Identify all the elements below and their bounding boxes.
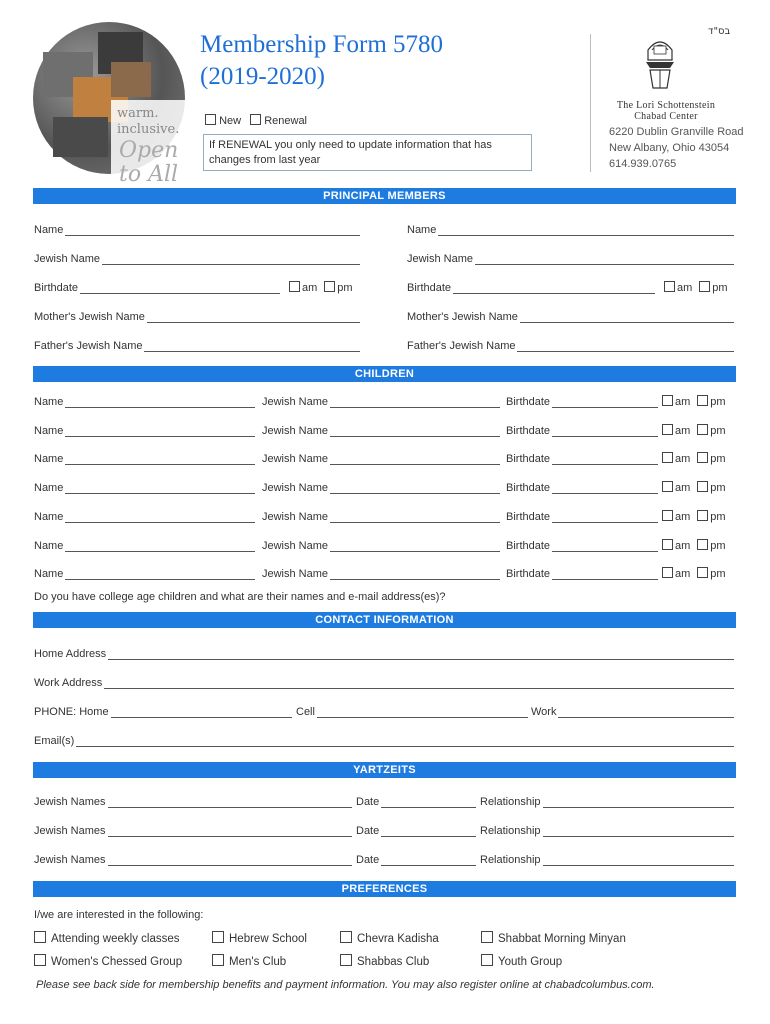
field-label: Name <box>34 453 64 466</box>
field-label: Email(s) <box>34 735 75 747</box>
org-address: 6220 Dublin Granville Road <box>609 126 744 138</box>
am-checkbox[interactable] <box>662 539 673 550</box>
am-checkbox[interactable] <box>662 481 673 492</box>
field-label: Mother's Jewish Name <box>407 311 518 323</box>
field-label: Father's Jewish Name <box>407 340 516 352</box>
field-label: Cell <box>296 706 315 718</box>
pm-checkbox[interactable] <box>699 281 710 292</box>
home-phone-field[interactable] <box>34 706 292 718</box>
yartzeit-date-field[interactable] <box>356 796 476 808</box>
am-checkbox[interactable] <box>662 395 673 406</box>
child-name-field[interactable] <box>34 511 255 523</box>
am-checkbox[interactable] <box>289 281 300 292</box>
yartzeit-relationship-field[interactable] <box>480 796 734 808</box>
pm-checkbox[interactable] <box>697 395 708 406</box>
field-label: Jewish Names <box>34 825 106 837</box>
field-label: Date <box>356 796 380 808</box>
child-ampm <box>662 452 726 465</box>
field-label: Birthdate <box>506 568 551 581</box>
child-name-field[interactable] <box>34 453 255 465</box>
pm-label: pm <box>710 396 726 408</box>
renewal-label: Renewal <box>264 115 308 127</box>
principal1-mothers-jewish-name-field[interactable] <box>34 311 360 323</box>
pref-label: Chevra Kadisha <box>357 933 439 945</box>
field-label: Name <box>34 424 64 437</box>
child-name-field[interactable] <box>34 482 255 494</box>
am-label: am <box>677 282 693 294</box>
principal1-jewish-name-field[interactable] <box>34 253 360 265</box>
child-birthdate-field[interactable] <box>506 425 658 437</box>
interested-label: I/we are interested in the following: <box>34 909 204 921</box>
divider <box>590 34 591 172</box>
field-label: Jewish Name <box>262 424 329 437</box>
field-label: Date <box>356 825 380 837</box>
work-phone-field[interactable] <box>531 706 734 718</box>
field-label: Birthdate <box>506 510 551 523</box>
checkbox[interactable] <box>481 954 493 966</box>
pref-shabbas-club[interactable] <box>340 954 429 968</box>
pref-weekly-classes[interactable] <box>34 931 179 945</box>
field-label: Name <box>407 224 437 236</box>
field-label: Birthdate <box>34 282 79 294</box>
checkbox[interactable] <box>34 931 46 943</box>
org-city: New Albany, Ohio 43054 <box>609 142 730 154</box>
brand-text: warm. <box>117 106 159 121</box>
pref-hebrew-school[interactable] <box>212 931 307 945</box>
field-label: Jewish Name <box>262 453 329 466</box>
field-label: Name <box>34 568 64 581</box>
pm-checkbox[interactable] <box>324 281 335 292</box>
checkbox[interactable] <box>340 931 352 943</box>
child-birthdate-field[interactable] <box>506 482 658 494</box>
section-yartzeits: YARTZEITS <box>33 762 736 778</box>
section-contact-information: CONTACT INFORMATION <box>33 612 736 628</box>
am-checkbox[interactable] <box>664 281 675 292</box>
child-jewish-name-field[interactable] <box>262 396 500 408</box>
principal1-fathers-jewish-name-field[interactable] <box>34 340 360 352</box>
pref-label: Women's Chessed Group <box>51 956 183 968</box>
pm-label: pm <box>710 539 726 552</box>
field-label: Jewish Name <box>34 253 101 265</box>
child-jewish-name-field[interactable] <box>262 511 500 523</box>
field-label: Work Address <box>34 677 103 689</box>
field-label: Birthdate <box>407 282 452 294</box>
pref-mens-club[interactable] <box>212 954 286 968</box>
pref-label: Hebrew School <box>229 933 307 945</box>
pm-label: pm <box>712 282 728 294</box>
principal2-mothers-jewish-name-field[interactable] <box>407 311 734 323</box>
yartzeit-date-field[interactable] <box>356 854 476 866</box>
yartzeit-jewish-names-field[interactable] <box>34 854 352 866</box>
field-label: Home Address <box>34 648 107 660</box>
principal2-jewish-name-field[interactable] <box>407 253 734 265</box>
am-label: am <box>675 539 691 552</box>
child-jewish-name-field[interactable] <box>262 425 500 437</box>
am-label: am <box>675 510 691 523</box>
pm-checkbox[interactable] <box>697 452 708 463</box>
pm-checkbox[interactable] <box>697 567 708 578</box>
home-address-field[interactable] <box>34 648 734 660</box>
field-label: Name <box>34 510 64 523</box>
am-label: am <box>675 424 691 437</box>
pref-chevra-kadisha[interactable] <box>340 931 439 945</box>
brand-text: to All <box>119 162 179 187</box>
field-label: Name <box>34 539 64 552</box>
child-name-field[interactable] <box>34 396 255 408</box>
child-jewish-name-field[interactable] <box>262 540 500 552</box>
brand-text: inclusive. <box>117 122 180 137</box>
checkbox[interactable] <box>481 931 493 943</box>
principal2-name-field[interactable] <box>407 224 734 236</box>
org-name: The Lori Schottenstein <box>616 100 716 111</box>
yartzeit-relationship-field[interactable] <box>480 854 734 866</box>
field-label: Birthdate <box>506 396 551 408</box>
child-birthdate-field[interactable] <box>506 453 658 465</box>
yartzeit-date-field[interactable] <box>356 825 476 837</box>
field-label: Birthdate <box>506 424 551 437</box>
child-name-field[interactable] <box>34 540 255 552</box>
yartzeit-jewish-names-field[interactable] <box>34 796 352 808</box>
am-checkbox[interactable] <box>662 424 673 435</box>
pm-label: pm <box>710 453 726 466</box>
renewal-note: If RENEWAL you only need to update information that has changes from last year <box>203 134 532 171</box>
pref-womens-chessed[interactable] <box>34 954 182 968</box>
field-label: Name <box>34 224 64 236</box>
field-label: Relationship <box>480 796 541 808</box>
checkbox[interactable] <box>340 954 352 966</box>
pref-shabbat-minyan[interactable] <box>481 931 626 945</box>
renewal-checkbox[interactable] <box>250 114 261 125</box>
membership-type <box>205 114 313 127</box>
emails-field[interactable] <box>34 735 734 747</box>
field-label: Name <box>34 482 64 495</box>
org-name: Chabad Center <box>634 111 698 122</box>
pref-youth-group[interactable] <box>481 954 562 968</box>
section-children: CHILDREN <box>33 366 736 382</box>
form-year: (2019-2020) <box>200 63 325 90</box>
photo-collage <box>33 22 185 187</box>
am-checkbox[interactable] <box>662 567 673 578</box>
field-label: Birthdate <box>506 539 551 552</box>
field-label: Jewish Name <box>262 510 329 523</box>
section-principal-members: PRINCIPAL MEMBERS <box>33 188 736 204</box>
section-preferences: PREFERENCES <box>33 881 736 897</box>
am-checkbox[interactable] <box>662 452 673 463</box>
child-birthdate-field[interactable] <box>506 511 658 523</box>
am-label: am <box>675 396 691 408</box>
field-label: Birthdate <box>506 453 551 466</box>
brand-text: Open <box>119 138 179 163</box>
pm-checkbox[interactable] <box>697 481 708 492</box>
checkbox[interactable] <box>212 954 224 966</box>
footer-note: Please see back side for membership benefits and payment information. You may also register online at chabadcolumbus.com. <box>36 979 655 991</box>
principal2-ampm <box>664 281 728 294</box>
principal1-ampm <box>289 281 353 294</box>
field-label: Jewish Name <box>262 568 329 581</box>
child-ampm <box>662 539 726 552</box>
yartzeit-jewish-names-field[interactable] <box>34 825 352 837</box>
am-checkbox[interactable] <box>662 510 673 521</box>
pm-checkbox[interactable] <box>697 510 708 521</box>
pm-checkbox[interactable] <box>697 539 708 550</box>
pref-label: Men's Club <box>229 956 287 968</box>
am-label: am <box>675 453 691 466</box>
new-label: New <box>219 115 242 127</box>
pm-label: pm <box>337 282 353 294</box>
field-label: Jewish Name <box>262 396 329 408</box>
field-label: Jewish Name <box>407 253 474 265</box>
field-label: Jewish Names <box>34 796 106 808</box>
pref-label: Attending weekly classes <box>51 933 180 945</box>
child-name-field[interactable] <box>34 568 255 580</box>
field-label: Jewish Name <box>262 539 329 552</box>
child-ampm <box>662 424 726 437</box>
field-label: Jewish Names <box>34 854 106 866</box>
am-label: am <box>675 568 691 581</box>
child-jewish-name-field[interactable] <box>262 482 500 494</box>
org-phone: 614.939.0765 <box>609 158 677 170</box>
new-checkbox[interactable] <box>205 114 216 125</box>
form-title: Membership Form 5780 <box>200 31 444 58</box>
pref-label: Shabbas Club <box>357 956 430 968</box>
pm-checkbox[interactable] <box>697 424 708 435</box>
child-ampm <box>662 481 726 494</box>
checkbox[interactable] <box>34 954 46 966</box>
work-address-field[interactable] <box>34 677 734 689</box>
field-label: Relationship <box>480 854 541 866</box>
college-question: Do you have college age children and what are their names and e-mail address(es)? <box>34 591 446 603</box>
pref-label: Youth Group <box>498 956 563 968</box>
field-label: Work <box>531 706 557 718</box>
pm-label: pm <box>710 568 726 581</box>
pm-label: pm <box>710 510 726 523</box>
field-label: Relationship <box>480 825 541 837</box>
principal1-birthdate-field[interactable] <box>34 282 280 294</box>
field-label: PHONE: Home <box>34 706 109 718</box>
field-label: Date <box>356 854 380 866</box>
child-name-field[interactable] <box>34 425 255 437</box>
cell-phone-field[interactable] <box>296 706 528 718</box>
field-label: Name <box>34 396 64 408</box>
field-label: Jewish Name <box>262 482 329 495</box>
pm-label: pm <box>710 482 726 495</box>
field-label: Mother's Jewish Name <box>34 311 145 323</box>
pref-label: Shabbat Morning Minyan <box>498 933 626 945</box>
principal2-fathers-jewish-name-field[interactable] <box>407 340 734 352</box>
child-ampm <box>662 395 726 408</box>
child-birthdate-field[interactable] <box>506 540 658 552</box>
pm-label: pm <box>710 424 726 437</box>
chabad-logo-icon <box>640 32 680 92</box>
am-label: am <box>675 482 691 495</box>
checkbox[interactable] <box>212 931 224 943</box>
principal2-birthdate-field[interactable] <box>407 282 655 294</box>
child-jewish-name-field[interactable] <box>262 568 500 580</box>
yartzeit-relationship-field[interactable] <box>480 825 734 837</box>
hebrew-mark: בס"ד <box>708 26 731 37</box>
child-birthdate-field[interactable] <box>506 568 658 580</box>
field-label: Birthdate <box>506 482 551 495</box>
child-ampm <box>662 567 726 580</box>
child-birthdate-field[interactable] <box>506 396 658 408</box>
field-label: Father's Jewish Name <box>34 340 143 352</box>
child-ampm <box>662 510 726 523</box>
principal1-name-field[interactable] <box>34 224 360 236</box>
am-label: am <box>302 282 318 294</box>
child-jewish-name-field[interactable] <box>262 453 500 465</box>
